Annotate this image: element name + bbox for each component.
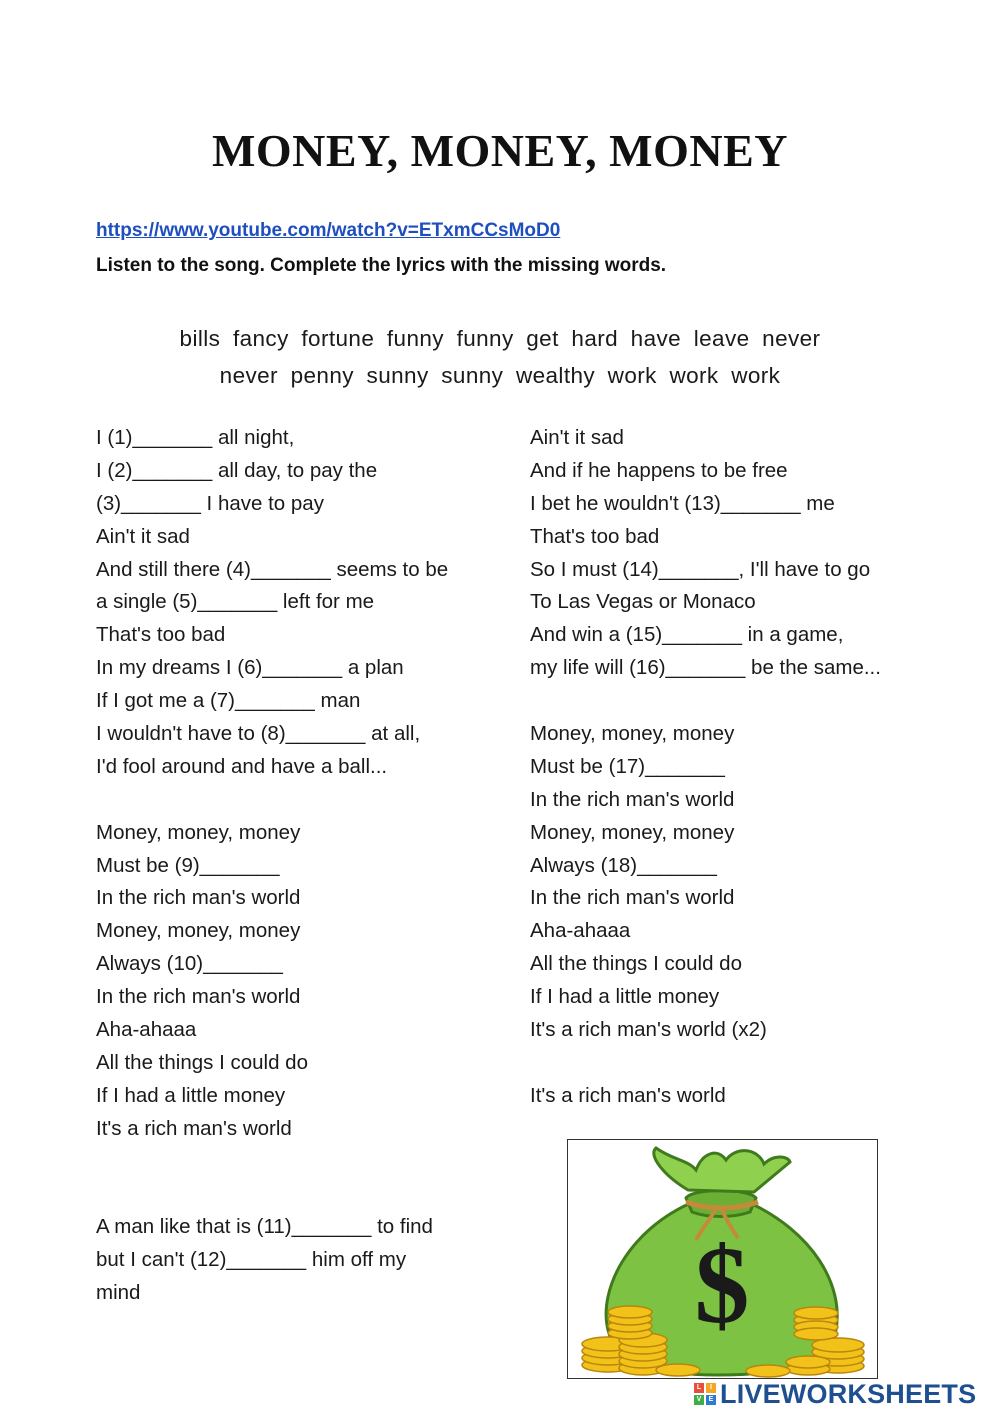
lyrics-left-column <box>96 422 496 1310</box>
logo-letter: L <box>694 1383 704 1393</box>
lyric-line: That's too bad <box>96 623 226 647</box>
logo-letter: V <box>694 1395 704 1405</box>
lyric-line <box>530 1047 970 1080</box>
lyric-line: Always (10)_______ <box>96 952 283 976</box>
brand-text: LIVEWORKSHEETS <box>720 1378 977 1409</box>
lyric-line: Always (18)_______ <box>530 853 717 877</box>
lyric-line: I bet he wouldn't (13)_______ me <box>530 491 835 515</box>
lyric-line: Ain't it sad <box>530 426 624 449</box>
lyric-line: Must be (17)_______ <box>530 754 725 778</box>
dollar-sign: $ <box>694 1224 750 1346</box>
lyric-line: So I must (14)_______, I'll have to go <box>530 557 871 581</box>
lyric-line: In the rich man's world <box>96 886 301 910</box>
lyric-line: To Las Vegas or Monaco <box>530 590 756 614</box>
youtube-link[interactable]: https://www.youtube.com/watch?v=ETxmCCsMoD0 <box>96 220 561 241</box>
lyric-line: Must be (9)_______ <box>96 853 280 877</box>
word-bank-line-2: never penny sunny sunny wealthy work work work <box>219 363 781 388</box>
lyric-line: In the rich man's world <box>530 787 735 811</box>
lyric-line <box>96 1146 496 1179</box>
lyric-line: Money, money, money <box>96 919 301 943</box>
lyric-line <box>530 685 970 718</box>
lyric-line: If I had a little money <box>96 1083 286 1107</box>
lyric-line: I (2)_______ all day, to pay the <box>96 458 378 482</box>
lyric-line: I wouldn't have to (8)_______ at all, <box>96 722 421 746</box>
lyric-line: but I can't (12)_______ him off my <box>96 1248 407 1272</box>
lyric-line: All the things I could do <box>96 1050 308 1074</box>
lyric-line: If I had a little money <box>530 985 720 1009</box>
lyric-line: (3)_______ I have to pay <box>96 491 324 515</box>
lyric-line: In the rich man's world <box>530 886 735 910</box>
lyric-line: It's a rich man's world (x2) <box>530 1018 767 1042</box>
lyric-line: Money, money, money <box>530 820 735 844</box>
lyric-line: It's a rich man's world <box>530 1083 726 1107</box>
lyric-line: mind <box>96 1281 141 1305</box>
lyric-line: Money, money, money <box>530 722 735 746</box>
lyric-line: If I got me a (7)_______ man <box>96 689 361 713</box>
lyric-line: Aha-ahaaa <box>96 1018 197 1042</box>
liveworksheets-logo-icon <box>694 1383 716 1405</box>
lyric-line: a single (5)_______ left for me <box>96 590 375 614</box>
liveworksheets-logo <box>694 1378 976 1410</box>
lyric-line: In the rich man's world <box>96 985 301 1009</box>
page-title: MONEY, MONEY, MONEY <box>211 125 788 176</box>
lyric-line: That's too bad <box>530 524 660 548</box>
instructions: Listen to the song. Complete the lyrics with the missing words. <box>96 255 667 276</box>
lyric-line: Aha-ahaaa <box>530 919 631 943</box>
money-bag-image <box>567 1139 878 1379</box>
lyric-line <box>96 784 496 817</box>
lyric-line: In my dreams I (6)_______ a plan <box>96 656 404 680</box>
lyric-line: my life will (16)_______ be the same... <box>530 656 881 680</box>
lyric-line: Ain't it sad <box>96 524 190 548</box>
logo-letter: I <box>706 1383 716 1393</box>
word-bank-line-1: bills fancy fortune funny funny get hard have leave never <box>179 326 821 351</box>
lyric-line: And still there (4)_______ seems to be <box>96 557 449 581</box>
logo-letter: E <box>706 1395 716 1405</box>
lyric-line: All the things I could do <box>530 952 742 976</box>
lyric-line <box>96 1178 496 1211</box>
lyric-line: It's a rich man's world <box>96 1116 292 1140</box>
lyric-line: And win a (15)_______ in a game, <box>530 623 844 647</box>
lyric-line: And if he happens to be free <box>530 458 788 482</box>
lyrics-right-column <box>530 422 970 1113</box>
lyric-line: Money, money, money <box>96 820 301 844</box>
lyric-line: I'd fool around and have a ball... <box>96 754 388 778</box>
lyric-line: I (1)_______ all night, <box>96 426 295 449</box>
money-bag-icon <box>568 1140 877 1378</box>
lyric-line: A man like that is (11)_______ to find <box>96 1215 433 1239</box>
